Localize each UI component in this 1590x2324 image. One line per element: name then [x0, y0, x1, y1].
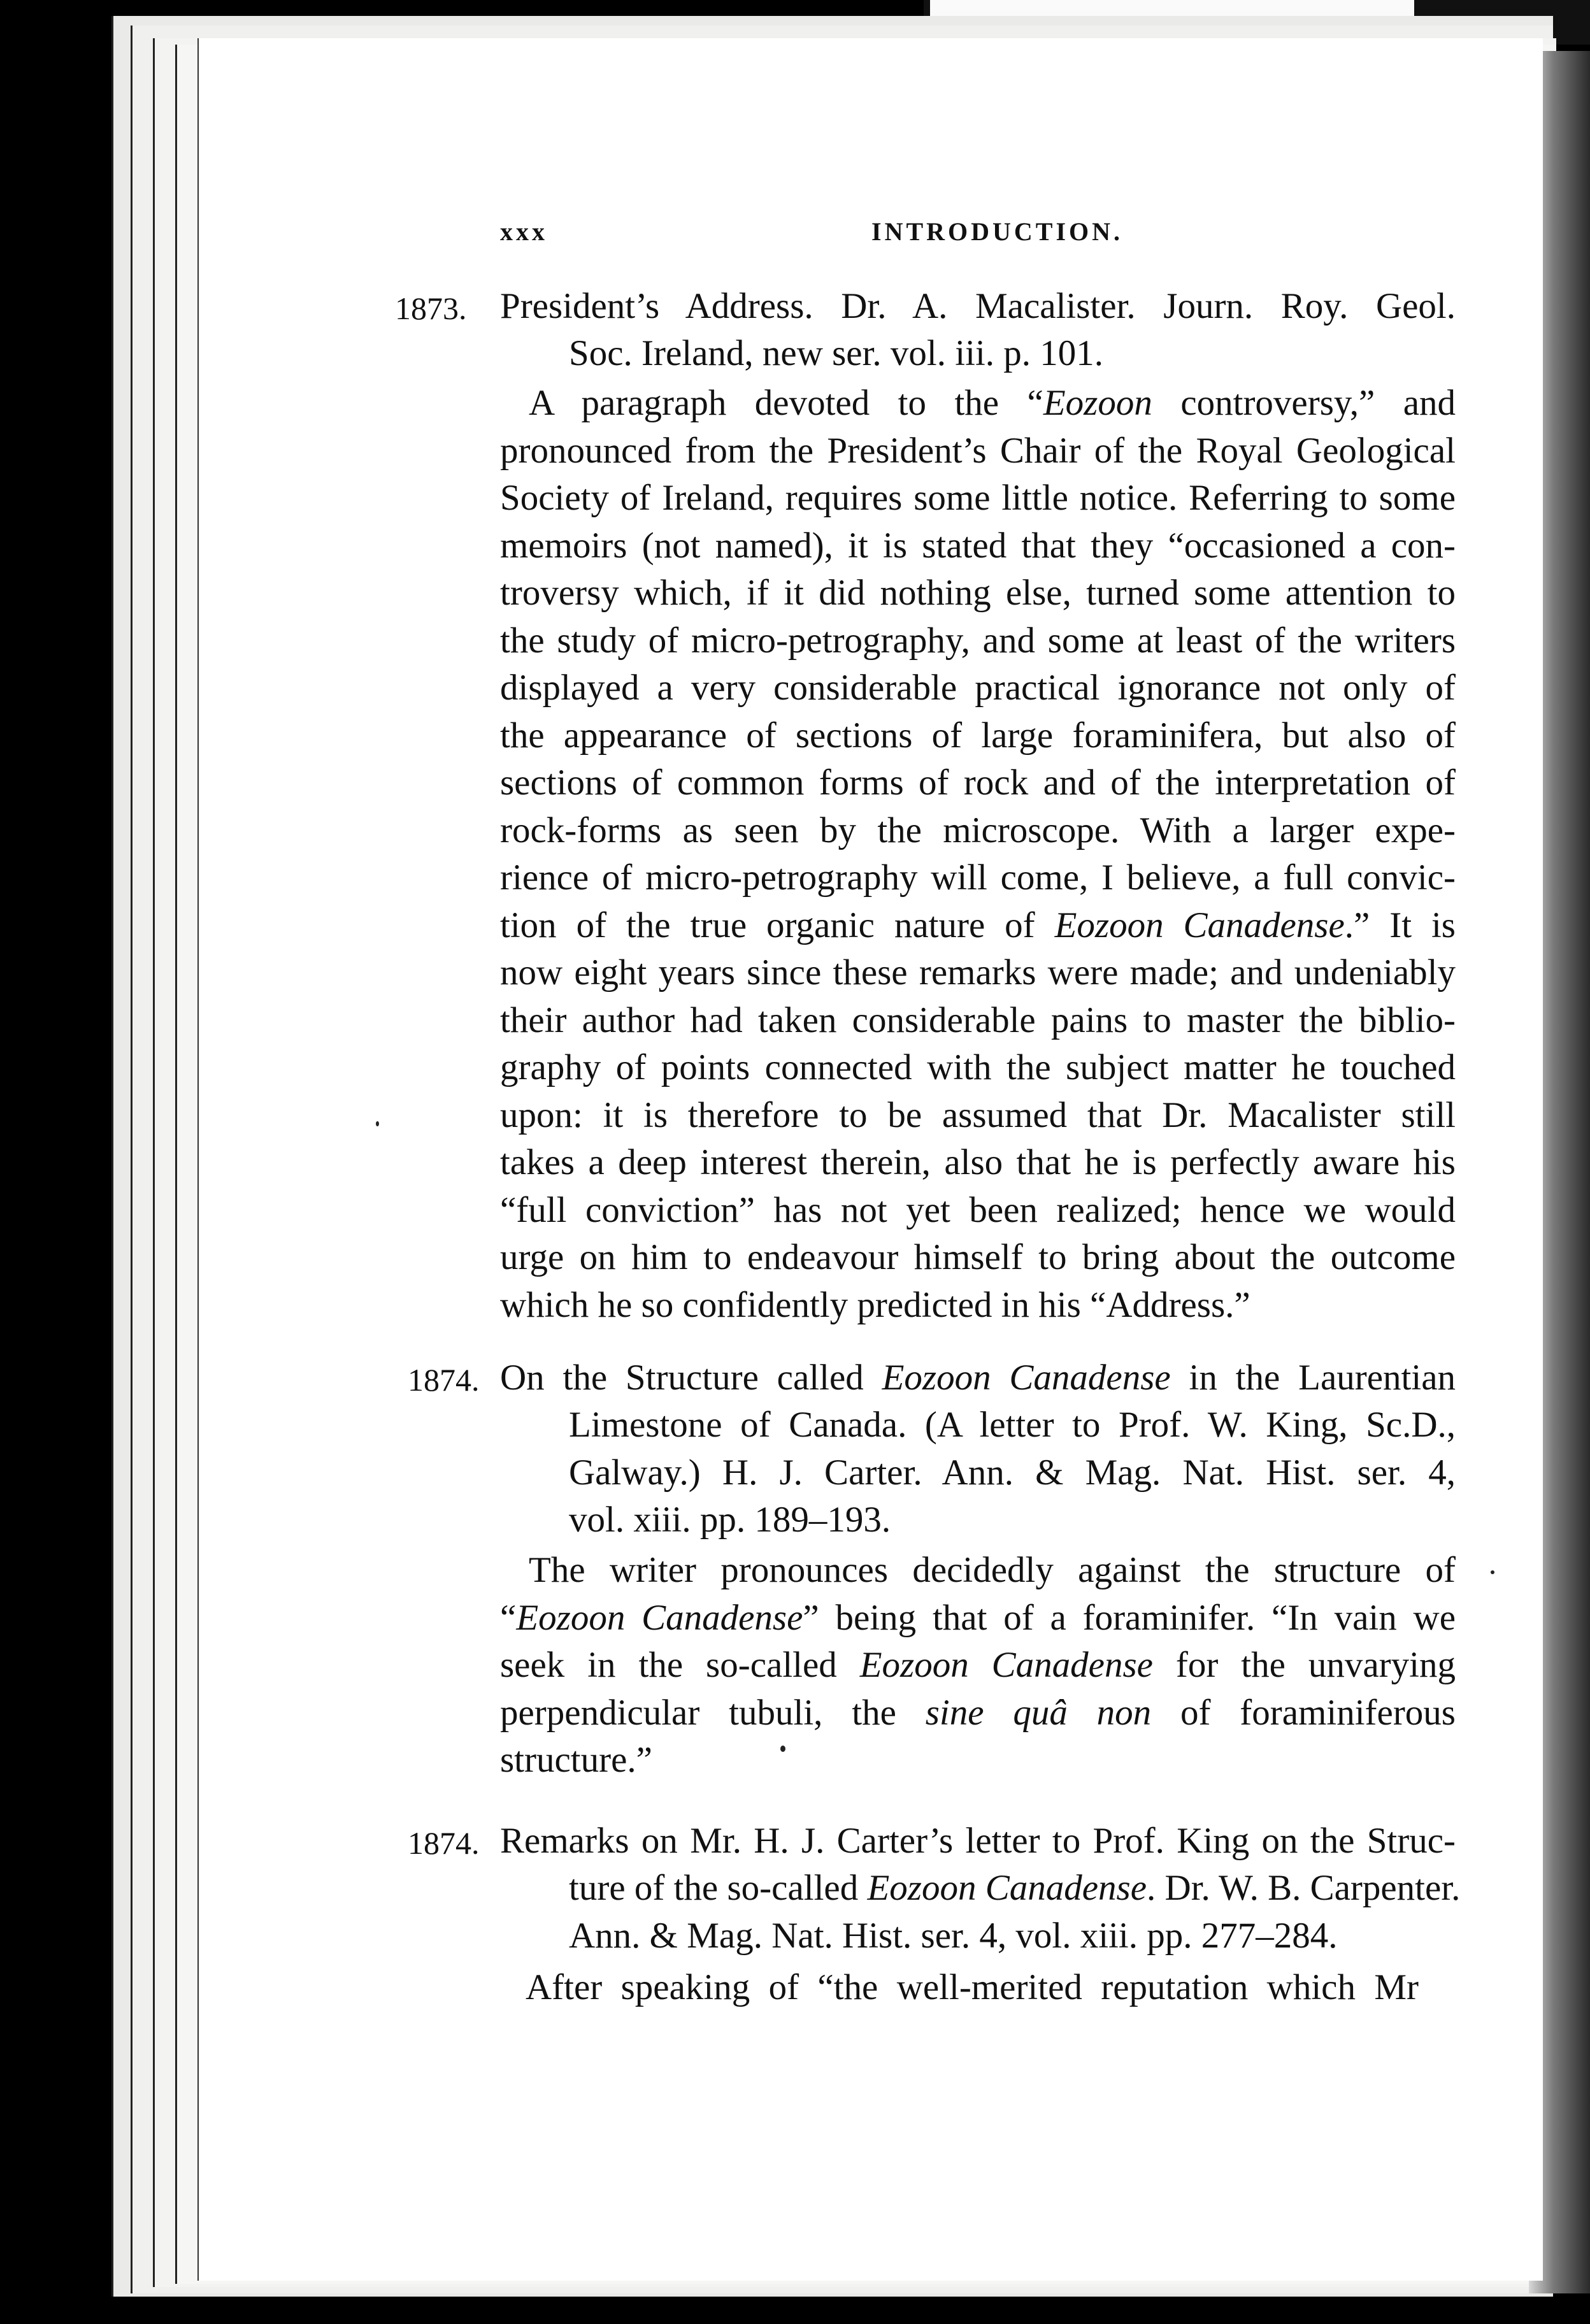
entry-citation — [500, 1818, 1456, 1865]
paragraph-line: Society of Ireland, requires some little notice. Referring to some — [500, 478, 1456, 518]
paragraph-line: After speaking of “the well-merited reputation which Mr — [526, 1967, 1419, 2007]
citation-line: On the Structure called Eozoon Canadense in the Laurentian — [500, 1358, 1456, 1398]
entry-year: 1874. — [408, 1825, 480, 1861]
paragraph-line: memoirs (not named), it is stated that they “occasioned a con- — [500, 525, 1456, 566]
entry-citation — [569, 330, 1103, 378]
citation-line: Limestone of Canada. (A letter to Prof. W. King, Sc.D., — [569, 1405, 1456, 1445]
paragraph-line: “Eozoon Canadense” being that of a foraminifer. “In vain we — [500, 1597, 1456, 1638]
entry-year: 1874. — [408, 1362, 480, 1398]
paragraph-line: rience of micro-petrography will come, I believe, a full convic- — [500, 857, 1456, 898]
entry-year: 1873. — [395, 290, 467, 326]
paragraph-line: structure.” — [500, 1740, 652, 1780]
page-number: xxx — [500, 217, 548, 246]
entry-citation — [500, 1354, 1456, 1402]
paragraph-line: pronounced from the President’s Chair of the Royal Geological — [500, 430, 1456, 471]
paragraph-line: seek in the so-called Eozoon Canadense for the unvarying — [500, 1645, 1456, 1685]
paragraph-line: the appearance of sections of large foraminifera, but also of — [500, 715, 1456, 756]
paragraph-line: A paragraph devoted to the “Eozoon controversy,” and — [529, 383, 1456, 423]
running-title: INTRODUCTION. — [871, 217, 1124, 246]
entry-citation — [569, 1865, 1461, 1960]
entry-citation — [569, 1402, 1456, 1544]
paragraph-line: the study of micro-petrography, and some at least of the writers — [500, 620, 1456, 661]
citation-line: Remarks on Mr. H. J. Carter’s letter to Prof. King on the Struc- — [500, 1821, 1456, 1861]
scan-speck — [1491, 1570, 1494, 1574]
citation-line: Galway.) H. J. Carter. Ann. & Mag. Nat. Hist. ser. 4, — [569, 1452, 1456, 1493]
citation-line: President’s Address. Dr. A. Macalister. Journ. Roy. Geol. — [500, 286, 1456, 326]
citation-line: Soc. Ireland, new ser. vol. iii. p. 101. — [569, 333, 1104, 373]
paragraph-line: takes a deep interest therein, also that he is perfectly aware his — [500, 1142, 1456, 1182]
citation-line: ture of the so-called Eozoon Canadense. Dr. W. B. Carpenter. — [569, 1868, 1461, 1908]
paragraph-line: now eight years since these remarks were made; and undeniably — [500, 952, 1456, 993]
paragraph-line: which he so confidently predicted in his “Address.” — [500, 1284, 1250, 1325]
paragraph-line: urge on him to endeavour himself to bring about the outcome — [500, 1237, 1456, 1277]
paragraph-line: troversy which, if it did nothing else, turned some attention to — [500, 573, 1456, 613]
citation-line: Ann. & Mag. Nat. Hist. ser. 4, vol. xiii. pp. 277–284. — [569, 1915, 1338, 1956]
entry-paragraph — [500, 1964, 1456, 2012]
paragraph-line: graphy of points connected with the subject matter he touched — [500, 1047, 1456, 1087]
paragraph-line: sections of common forms of rock and of the interpretation of — [500, 763, 1456, 803]
citation-line: vol. xiii. pp. 189–193. — [569, 1500, 891, 1540]
entry-paragraph — [500, 380, 1456, 1329]
paragraph-line: perpendicular tubuli, the sine quâ non of foraminiferous — [500, 1692, 1456, 1733]
paragraph-line: upon: it is therefore to be assumed that Dr. Macalister still — [500, 1094, 1456, 1135]
paragraph-line: The writer pronounces decidedly against the structure of — [529, 1550, 1456, 1590]
paragraph-line: their author had taken considerable pains to master the biblio- — [500, 1000, 1456, 1040]
entry-paragraph — [500, 1547, 1456, 1784]
paragraph-line: displayed a very considerable practical ignorance not only of — [500, 668, 1456, 708]
paragraph-line: tion of the true organic nature of Eozoon Canadense.” It is — [500, 905, 1456, 945]
paragraph-line: rock-forms as seen by the microscope. With a larger expe- — [500, 810, 1456, 850]
entry-citation — [500, 283, 1456, 331]
scan-speck — [376, 1121, 379, 1126]
paragraph-line: “full conviction” has not yet been realized; hence we would — [500, 1189, 1456, 1230]
